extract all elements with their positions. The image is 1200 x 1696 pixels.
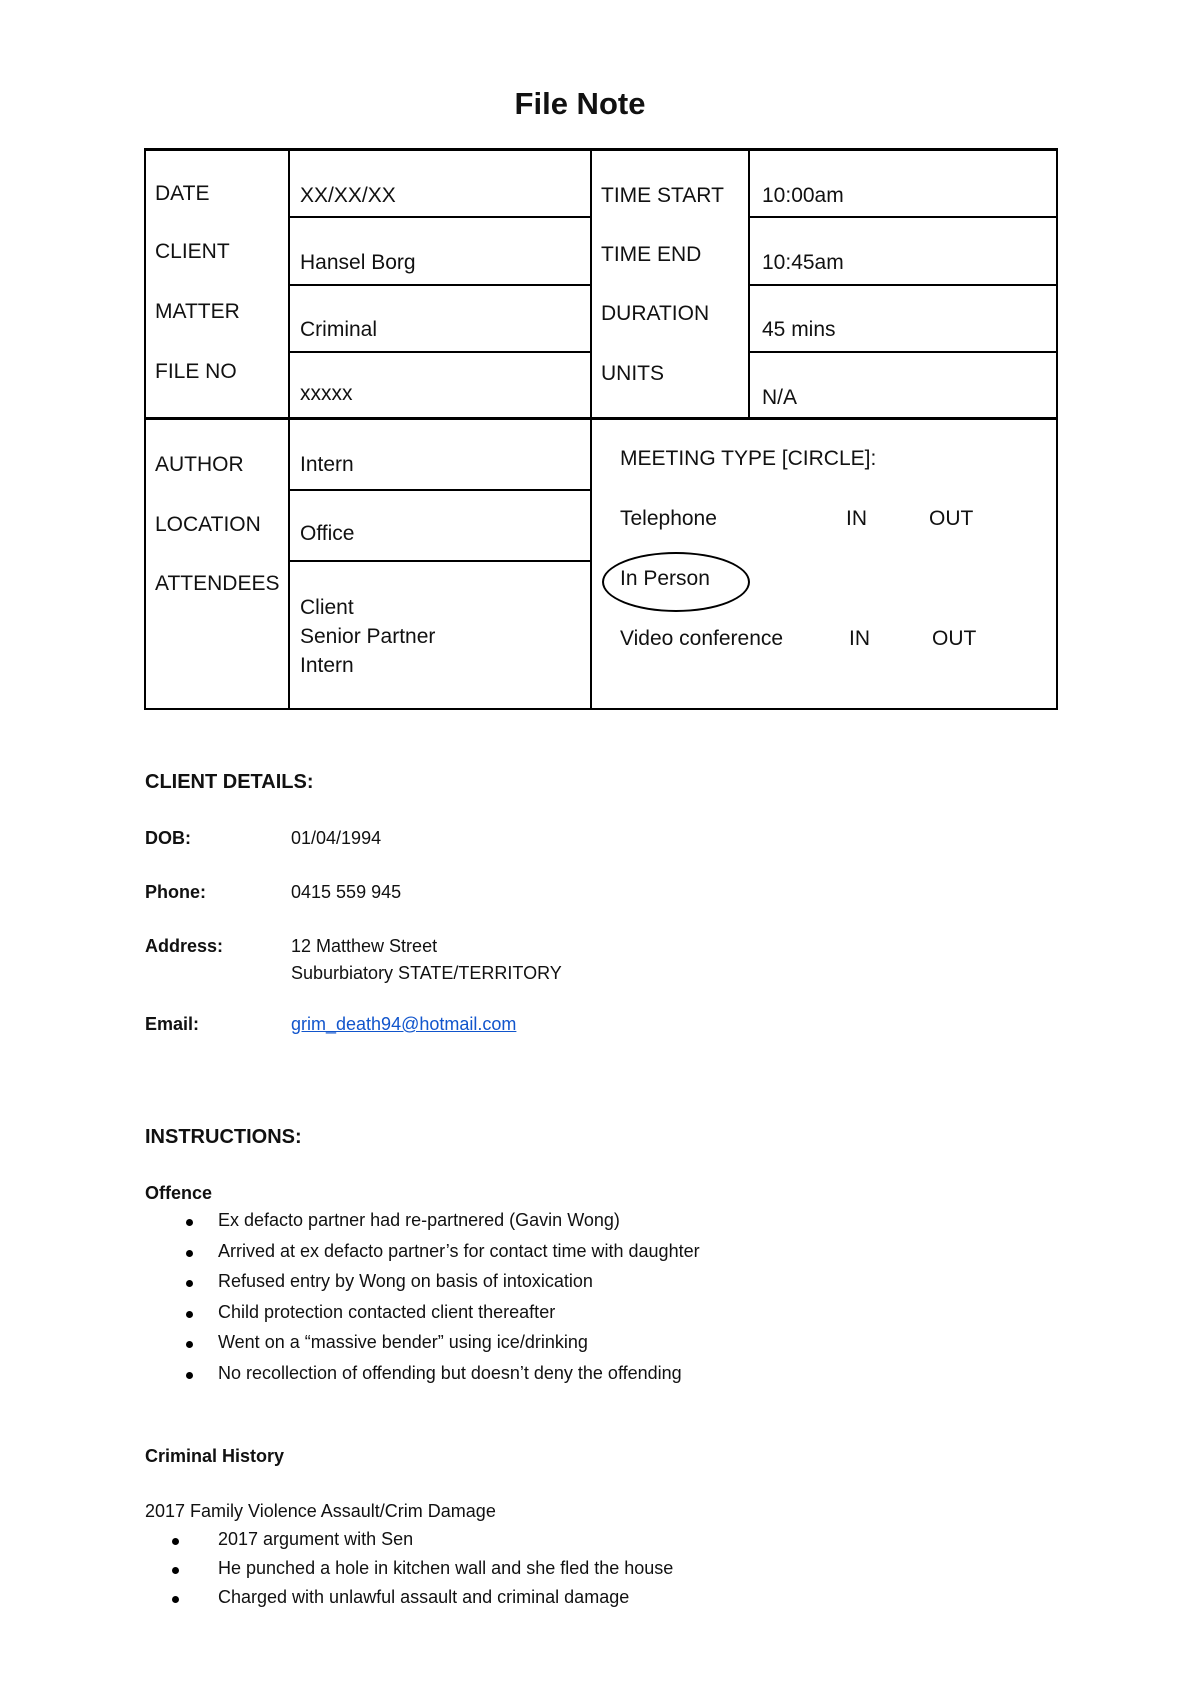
time-start-value: 10:00am <box>762 184 844 207</box>
email-link[interactable]: grim_death94@hotmail.com <box>291 1014 517 1034</box>
attendee-item: Intern <box>300 654 354 677</box>
attendees-label: ATTENDEES <box>155 572 280 595</box>
instructions-heading: INSTRUCTIONS: <box>145 1126 302 1148</box>
bullet-icon <box>186 1250 193 1257</box>
list-item: Went on a “massive bender” using ice/drinking <box>218 1332 588 1352</box>
page-title: File Note <box>514 86 646 121</box>
address-label: Address: <box>145 936 224 956</box>
list-item: Ex defacto partner had re-partnered (Gavin Wong) <box>218 1210 620 1230</box>
address-line-1: 12 Matthew Street <box>291 936 438 956</box>
file-no-value: xxxxx <box>300 382 353 405</box>
telephone-in: IN <box>846 507 867 530</box>
location-label: LOCATION <box>155 513 261 536</box>
circle-mark <box>602 552 750 612</box>
bullet-icon <box>186 1311 193 1318</box>
attendee-item: Client <box>300 596 354 619</box>
dob-label: DOB: <box>145 828 191 848</box>
time-start-label: TIME START <box>601 184 724 207</box>
meeting-type-heading: MEETING TYPE [CIRCLE]: <box>620 447 877 470</box>
matter-value: Criminal <box>300 318 378 341</box>
bullet-icon <box>186 1341 193 1348</box>
dob-value: 01/04/1994 <box>291 828 382 848</box>
bullet-icon <box>172 1567 179 1574</box>
bullet-icon <box>172 1596 179 1603</box>
telephone-out: OUT <box>929 507 974 530</box>
date-label: DATE <box>155 182 210 205</box>
address-line-2: Suburbiatory STATE/TERRITORY <box>291 963 562 983</box>
bullet-icon <box>172 1538 179 1545</box>
list-item: 2017 argument with Sen <box>218 1529 414 1549</box>
history-entry: 2017 Family Violence Assault/Crim Damage <box>145 1501 496 1521</box>
list-item: Arrived at ex defacto partner’s for contact time with daughter <box>218 1241 700 1261</box>
date-value: XX/XX/XX <box>300 184 396 207</box>
time-end-value: 10:45am <box>762 251 844 274</box>
email-label: Email: <box>145 1014 200 1034</box>
client-value: Hansel Borg <box>300 251 416 274</box>
video-out: OUT <box>932 627 977 650</box>
bullet-icon <box>186 1372 193 1379</box>
client-label: CLIENT <box>155 240 230 263</box>
location-value: Office <box>300 522 355 545</box>
units-value: N/A <box>762 386 798 409</box>
attendee-item: Senior Partner <box>300 625 436 648</box>
time-end-label: TIME END <box>601 243 702 266</box>
list-item: No recollection of offending but doesn’t deny the offending <box>218 1363 682 1383</box>
list-item: Refused entry by Wong on basis of intoxication <box>218 1271 593 1291</box>
phone-label: Phone: <box>145 882 206 902</box>
client-details-heading: CLIENT DETAILS: <box>145 771 314 793</box>
list-item: Child protection contacted client thereafter <box>218 1302 556 1322</box>
author-label: AUTHOR <box>155 453 244 476</box>
offence-heading: Offence <box>145 1183 213 1203</box>
duration-value: 45 mins <box>762 318 836 341</box>
video-in: IN <box>849 627 870 650</box>
author-value: Intern <box>300 453 354 476</box>
criminal-history-heading: Criminal History <box>145 1446 285 1466</box>
units-label: UNITS <box>601 362 664 385</box>
bullet-icon <box>186 1219 193 1226</box>
list-item: Charged with unlawful assault and criminal damage <box>218 1587 630 1607</box>
meeting-in-person: In Person <box>620 567 710 590</box>
file-no-label: FILE NO <box>155 360 237 383</box>
phone-value: 0415 559 945 <box>291 882 402 902</box>
matter-label: MATTER <box>155 300 240 323</box>
meeting-video: Video conference <box>620 627 784 650</box>
bullet-icon <box>186 1280 193 1287</box>
list-item: He punched a hole in kitchen wall and she fled the house <box>218 1558 674 1578</box>
meeting-telephone: Telephone <box>620 507 717 530</box>
duration-label: DURATION <box>601 302 710 325</box>
